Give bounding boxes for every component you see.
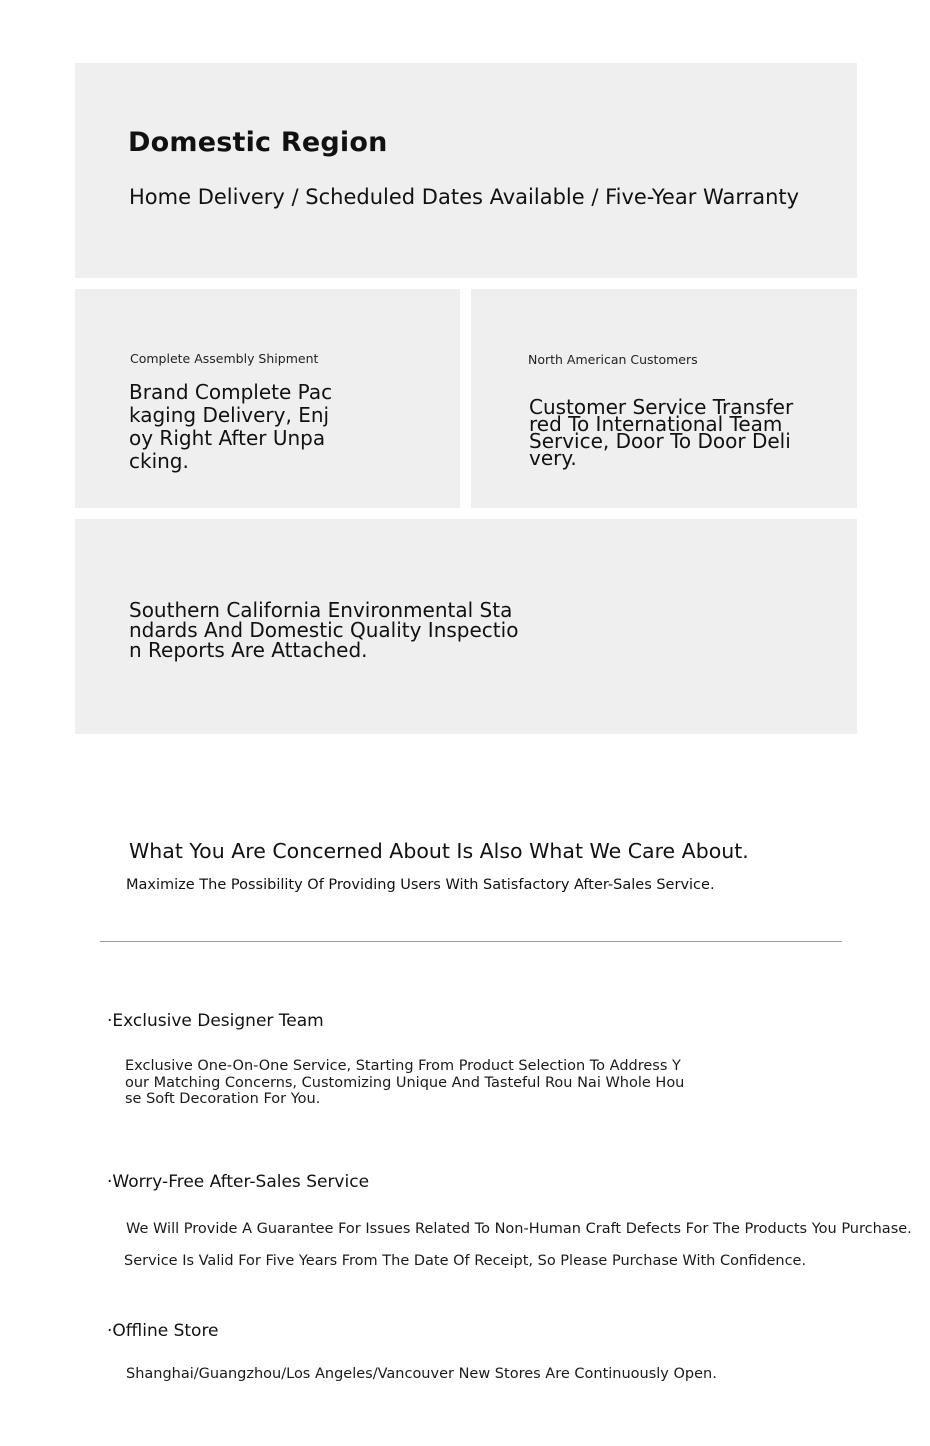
assembly-shipment-label: Complete Assembly Shipment [130, 351, 319, 366]
southern-california-text: Southern California Environmental Standards And Domestic Quality Inspection Reports Are Attached. [129, 598, 519, 662]
offline-store-body: Shanghai/Guangzhou/Los Angeles/Vancouver New Stores Are Continuously Open. [126, 1366, 717, 1382]
assembly-shipment-card [75, 289, 460, 508]
domestic-region-subtitle: Home Delivery / Scheduled Dates Available / Five-Year Warranty [129, 185, 800, 209]
assembly-shipment-text: Brand Complete Packaging Delivery, Enjoy Right After Unpacking. [129, 380, 333, 473]
offline-store-title: ·Offline Store [107, 1321, 219, 1341]
after-sales-title: ·Worry-Free After-Sales Service [107, 1172, 370, 1192]
southern-california-card [75, 519, 857, 734]
section-divider [100, 941, 842, 942]
north-american-customers-label: North American Customers [528, 352, 698, 367]
concern-heading: What You Are Concerned About Is Also What We Care About. [129, 839, 749, 863]
designer-team-body: Exclusive One-On-One Service, Starting From Product Selection To Address Your Matching Concerns, Customizing Unique And Tasteful Rou Nai Whole House Soft Decoration For You. [125, 1058, 685, 1107]
north-american-customers-card [471, 289, 857, 508]
after-sales-validity-text: Service Is Valid For Five Years From The Date Of Receipt, So Please Purchase With Confidence. [124, 1253, 807, 1269]
domestic-region-title: Domestic Region [128, 127, 388, 158]
designer-team-title: ·Exclusive Designer Team [107, 1011, 324, 1031]
north-american-customers-text: Customer Service Transferred To International Team Service, Door To Door Delivery. [529, 395, 794, 470]
concern-subheading: Maximize The Possibility Of Providing Users With Satisfactory After-Sales Service. [126, 877, 715, 893]
domestic-region-card [75, 63, 857, 278]
after-sales-guarantee-text: We Will Provide A Guarantee For Issues Related To Non-Human Craft Defects For The Products You Purchase. [126, 1221, 912, 1237]
